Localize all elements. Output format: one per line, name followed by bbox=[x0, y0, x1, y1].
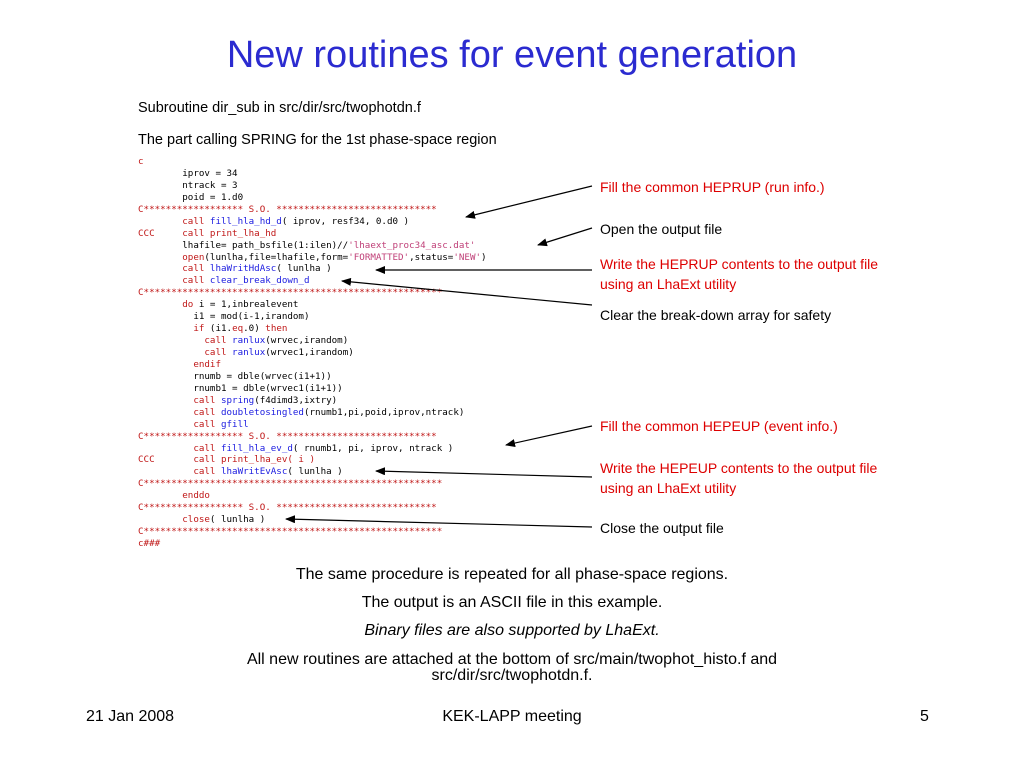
code-token: eq bbox=[232, 323, 244, 335]
code-token: i1 = mod(i-1,irandom) bbox=[138, 311, 310, 323]
code-token: close bbox=[138, 514, 210, 526]
code-token: c### bbox=[138, 538, 161, 549]
code-token: call bbox=[138, 215, 210, 227]
arrow-fill-heprup bbox=[466, 186, 592, 217]
code-token: i = 1,inbrealevent bbox=[198, 299, 299, 311]
code-token: (lunlha,file=lhafile,form= bbox=[204, 251, 349, 263]
code-token: fill_hla_ev_d bbox=[220, 442, 293, 454]
note-write-hepeup-line2: using an LhaExt utility bbox=[600, 480, 737, 496]
code-token: lhaWritEvAsc bbox=[220, 466, 288, 478]
code-token: ( lunlha ) bbox=[276, 263, 332, 275]
code-token: (wrvec1,irandom) bbox=[265, 347, 354, 358]
code-token: poid = 1.d0 bbox=[138, 191, 244, 203]
slide-title: New routines for event generation bbox=[226, 34, 798, 76]
code-token: .0) bbox=[243, 323, 266, 335]
code-token: if bbox=[138, 323, 210, 335]
code-token: endif bbox=[138, 358, 221, 370]
code-token: (f4dimd3,ixtry) bbox=[254, 394, 338, 406]
code-token: (wrvec,irandom) bbox=[265, 335, 349, 347]
footer-meeting: KEK-LAPP meeting bbox=[442, 708, 582, 725]
code-token: call bbox=[138, 418, 221, 430]
code-token: CCC call print_lha_ev( i ) bbox=[138, 454, 316, 466]
code-token: then bbox=[265, 323, 288, 335]
code-token: call bbox=[138, 263, 210, 275]
arrow-write-hepeup bbox=[376, 471, 592, 477]
code-token: ( iprov, resf34, 0.d0 ) bbox=[281, 215, 410, 227]
footer-page-number: 5 bbox=[920, 708, 929, 725]
code-token: ntrack = 3 bbox=[138, 179, 238, 191]
code-token: C****************************************************** bbox=[138, 287, 443, 299]
code-token: CCC call print_lha_hd bbox=[138, 227, 277, 239]
code-token: C****************** S.O. ***************************** bbox=[138, 203, 437, 215]
code-token: 'FORMATTED' bbox=[348, 251, 410, 263]
code-token: (rnumb1,pi,poid,iprov,ntrack) bbox=[303, 406, 465, 418]
subtitle-subroutine: Subroutine dir_sub in src/dir/src/twophotdn.f bbox=[138, 100, 421, 116]
note-write-hepeup-line1: Write the HEPEUP contents to the output file bbox=[600, 460, 878, 476]
code-token: rnumb1 = dble(wrvec1(i1+1)) bbox=[138, 382, 343, 394]
code-token: lhaWritHdAsc bbox=[209, 263, 277, 275]
note-fill-heprup: Fill the common HEPRUP (run info.) bbox=[600, 179, 825, 195]
code-token: C****************** S.O. ***************************** bbox=[138, 430, 437, 442]
code-token: call bbox=[138, 335, 233, 347]
code-token: call bbox=[138, 466, 221, 478]
code-token: rnumb = dble(wrvec(i1+1)) bbox=[138, 370, 332, 382]
code-token: c bbox=[138, 156, 144, 167]
code-token: call bbox=[138, 347, 233, 358]
code-token: iprov = 34 bbox=[138, 167, 238, 179]
bottom-line-4: All new routines are attached at the bottom of src/main/twophot_histo.f and bbox=[246, 651, 778, 668]
code-token: call bbox=[138, 406, 221, 418]
subtitle-description: The part calling SPRING for the 1st phase-space region bbox=[138, 132, 497, 148]
code-token: open bbox=[138, 251, 205, 263]
note-close-file: Close the output file bbox=[600, 520, 724, 536]
code-token: spring bbox=[220, 394, 255, 406]
code-token: C****************************************************** bbox=[138, 478, 443, 490]
note-clear-array: Clear the break-down array for safety bbox=[600, 307, 832, 323]
code-token: call bbox=[138, 442, 221, 454]
code-token: lhafile= path_bsfile(1:ilen)// bbox=[138, 239, 349, 251]
code-token: gfill bbox=[220, 418, 249, 430]
note-fill-hepeup: Fill the common HEPEUP (event info.) bbox=[600, 418, 838, 434]
code-token: fill_hla_hd_d bbox=[209, 215, 282, 227]
code-token: ranlux bbox=[232, 335, 266, 347]
code-token: (i1. bbox=[209, 323, 233, 335]
code-token: ) bbox=[481, 251, 487, 263]
code-token: ( lunlha ) bbox=[209, 514, 266, 526]
bottom-line-5: src/dir/src/twophotdn.f. bbox=[431, 667, 593, 684]
arrow-open-file bbox=[538, 228, 592, 245]
footer-date: 21 Jan 2008 bbox=[86, 708, 175, 725]
code-token: 'NEW' bbox=[453, 251, 482, 263]
bottom-line-2: The output is an ASCII file in this example. bbox=[361, 594, 663, 611]
code-token: call bbox=[138, 394, 221, 406]
code-token: 'lhaext_proc34_asc.dat' bbox=[348, 239, 476, 251]
code-token: ( lunlha ) bbox=[287, 466, 343, 478]
bottom-line-3: Binary files are also supported by LhaExt. bbox=[364, 622, 660, 639]
code-token: ( rnumb1, pi, iprov, ntrack ) bbox=[292, 442, 454, 454]
code-token: doubletosingled bbox=[220, 406, 304, 418]
code-token: ,status= bbox=[409, 251, 454, 263]
note-open-file: Open the output file bbox=[600, 221, 723, 237]
code-token: ranlux bbox=[232, 347, 266, 358]
code-token: C****************************************************** bbox=[138, 526, 443, 538]
bottom-line-1: The same procedure is repeated for all phase-space regions. bbox=[295, 566, 729, 583]
code-token: call bbox=[138, 275, 210, 287]
note-write-heprup-line1: Write the HEPRUP contents to the output file bbox=[600, 256, 879, 272]
arrow-fill-hepeup bbox=[506, 426, 592, 445]
code-token: enddo bbox=[138, 490, 210, 502]
code-token: clear_break_down_d bbox=[209, 275, 310, 287]
arrow-clear-array bbox=[342, 281, 592, 305]
code-token: do bbox=[138, 299, 199, 311]
arrow-close-file bbox=[286, 519, 592, 527]
code-token: C****************** S.O. ***************************** bbox=[138, 502, 437, 514]
note-write-heprup-line2: using an LhaExt utility bbox=[600, 276, 737, 292]
